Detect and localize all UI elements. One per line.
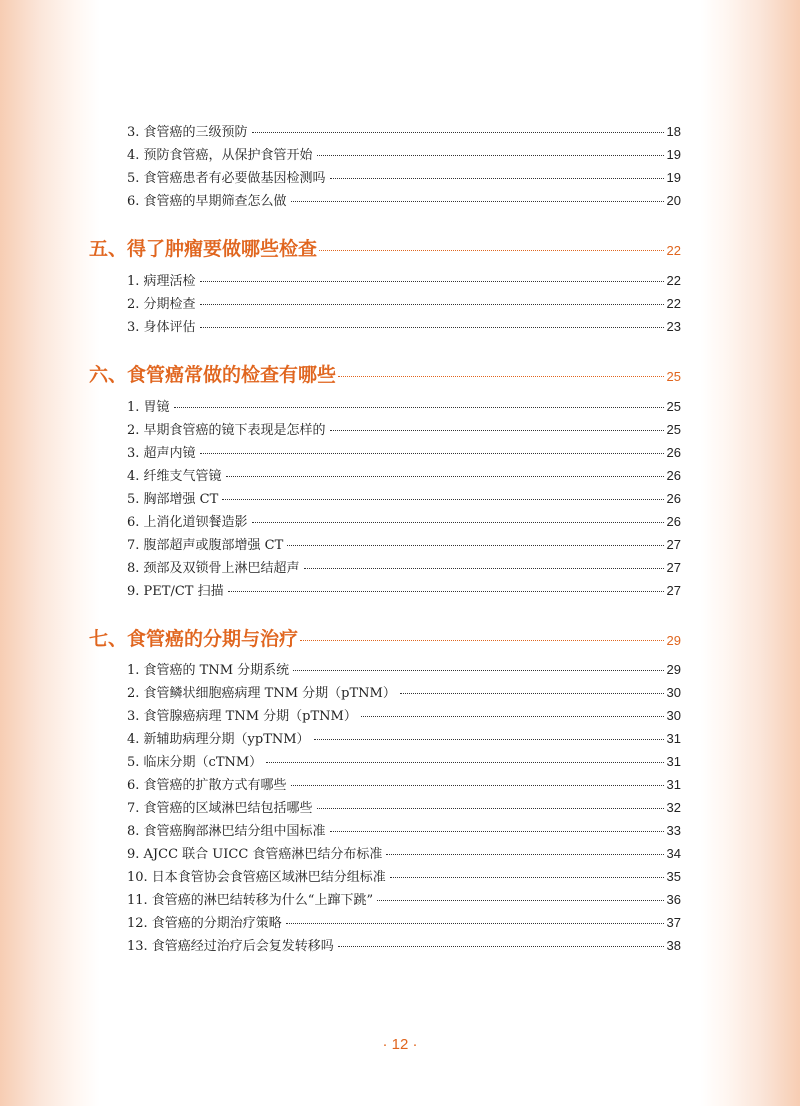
toc-entry-title: 5. 临床分期（cTNM）: [127, 755, 263, 770]
dot-leader: [400, 693, 664, 694]
dot-leader: [200, 453, 664, 454]
toc-entry[interactable]: [127, 661, 681, 678]
page-number: · 12 ·: [382, 1036, 418, 1053]
dot-leader: [286, 923, 664, 924]
dot-leader: [338, 946, 664, 947]
toc-entry[interactable]: [127, 891, 681, 908]
toc-page-ref: 33: [666, 823, 681, 838]
toc-page-ref: 26: [666, 514, 681, 529]
toc-page-ref: 29: [666, 662, 681, 677]
toc-entry-title: 8. 食管癌胸部淋巴结分组中国标准: [127, 824, 326, 839]
toc-entry[interactable]: [127, 272, 681, 289]
toc-entry-title: 1. 食管癌的 TNM 分期系统: [127, 663, 290, 678]
toc-page-ref: 38: [666, 938, 681, 953]
dot-leader: [293, 670, 663, 671]
toc-page-ref: 27: [666, 560, 681, 575]
toc-entry-title: 2. 早期食管癌的镜下表现是怎样的: [127, 423, 326, 438]
toc-entry-title: 8. 颈部及双锁骨上淋巴结超声: [127, 561, 300, 576]
toc-page-ref: 35: [666, 869, 681, 884]
dot-leader: [386, 854, 663, 855]
toc-entry[interactable]: [127, 845, 681, 862]
toc-entry[interactable]: [127, 684, 681, 701]
toc-entry-title: 七、食管癌的分期与治疗: [89, 628, 299, 650]
toc-entry[interactable]: [127, 169, 681, 186]
toc-entry-title: 6. 食管癌的扩散方式有哪些: [127, 778, 287, 793]
toc-page-ref: 29: [666, 633, 681, 648]
toc-entry-title: 9. PET/CT 扫描: [127, 584, 224, 599]
toc-entry-title: 五、得了肿瘤要做哪些检查: [89, 238, 318, 260]
toc-entry-title: 7. 腹部超声或腹部增强 CT: [127, 538, 284, 553]
toc-page-ref: 19: [666, 147, 681, 162]
toc-entry-title: 12. 食管癌的分期治疗策略: [127, 916, 282, 931]
dot-leader: [330, 831, 664, 832]
toc-entry[interactable]: [127, 467, 681, 484]
toc-entry-title: 4. 纤维支气管镜: [127, 469, 222, 484]
toc-entry[interactable]: [127, 490, 681, 507]
dot-leader: [200, 304, 664, 305]
toc-entry[interactable]: [127, 295, 681, 312]
toc-entry-title: 六、食管癌常做的检查有哪些: [89, 364, 337, 386]
toc-entry-title: 1. 病理活检: [127, 274, 196, 289]
dot-leader: [330, 178, 664, 179]
dot-leader: [377, 900, 663, 901]
toc-entry-title: 4. 新辅助病理分期（ypTNM）: [127, 732, 310, 747]
toc-page-ref: 19: [666, 170, 681, 185]
dot-leader: [226, 476, 664, 477]
toc-page-ref: 30: [666, 685, 681, 700]
toc-entry-title: 3. 身体评估: [127, 320, 196, 335]
toc-section-heading[interactable]: [89, 626, 681, 652]
dot-leader: [252, 522, 664, 523]
toc-page-ref: 22: [666, 273, 681, 288]
toc-entry-title: 5. 食管癌患者有必要做基因检测吗: [127, 171, 326, 186]
dot-leader: [317, 155, 664, 156]
toc-page-ref: 22: [666, 243, 681, 258]
toc-entry-title: 4. 预防食管癌，从保护食管开始: [127, 148, 313, 163]
toc-page-ref: 26: [666, 445, 681, 460]
dot-leader: [291, 201, 664, 202]
toc-entry[interactable]: [127, 937, 681, 954]
dot-leader: [266, 762, 663, 763]
toc-page-ref: 37: [666, 915, 681, 930]
toc-page-ref: 27: [666, 537, 681, 552]
toc-entry[interactable]: [127, 776, 681, 793]
toc-page-ref: 31: [666, 777, 681, 792]
toc-entry[interactable]: [127, 444, 681, 461]
toc-entry[interactable]: [127, 799, 681, 816]
toc-entry-title: 10. 日本食管协会食管癌区域淋巴结分组标准: [127, 870, 386, 885]
toc-entry[interactable]: [127, 398, 681, 415]
toc-entry[interactable]: [127, 582, 681, 599]
dot-leader: [287, 545, 663, 546]
dot-leader: [390, 877, 664, 878]
toc-entry[interactable]: [127, 536, 681, 553]
dot-leader: [317, 808, 664, 809]
toc-entry[interactable]: [127, 192, 681, 209]
dot-leader: [200, 281, 664, 282]
toc-page-ref: 18: [666, 124, 681, 139]
toc-page-ref: 34: [666, 846, 681, 861]
toc-section-heading[interactable]: [89, 362, 681, 388]
toc-entry-title: 5. 胸部增强 CT: [127, 492, 219, 507]
dot-leader: [338, 376, 664, 377]
toc-entry-title: 13. 食管癌经过治疗后会复发转移吗: [127, 939, 334, 954]
dot-leader: [314, 739, 664, 740]
toc-page-ref: 27: [666, 583, 681, 598]
dot-leader: [222, 499, 663, 500]
toc-page-ref: 25: [666, 369, 681, 384]
dot-leader: [228, 591, 664, 592]
toc-page-ref: 32: [666, 800, 681, 815]
toc-page-ref: 25: [666, 422, 681, 437]
toc-page-ref: 26: [666, 491, 681, 506]
toc-page-ref: 22: [666, 296, 681, 311]
toc-page-ref: 30: [666, 708, 681, 723]
toc-entry-title: 6. 食管癌的早期筛查怎么做: [127, 194, 287, 209]
dot-leader: [291, 785, 664, 786]
dot-leader: [361, 716, 664, 717]
toc-entry-title: 3. 食管癌的三级预防: [127, 125, 248, 140]
toc-entry-title: 3. 食管腺癌病理 TNM 分期（pTNM）: [127, 709, 357, 724]
dot-leader: [304, 568, 664, 569]
toc-entry-title: 7. 食管癌的区域淋巴结包括哪些: [127, 801, 313, 816]
toc-entry[interactable]: [127, 318, 681, 335]
toc-entry[interactable]: [127, 123, 681, 140]
toc-entry-title: 2. 分期检查: [127, 297, 196, 312]
toc-entry[interactable]: [127, 822, 681, 839]
toc-entry[interactable]: [127, 753, 681, 770]
toc-entry-title: 2. 食管鳞状细胞癌病理 TNM 分期（pTNM）: [127, 686, 396, 701]
toc-page-ref: 25: [666, 399, 681, 414]
toc-entry-title: 6. 上消化道钡餐造影: [127, 515, 248, 530]
toc-entry[interactable]: [127, 146, 681, 163]
dot-leader: [300, 640, 664, 641]
toc-entry[interactable]: [127, 868, 681, 885]
toc-entry[interactable]: [127, 559, 681, 576]
toc-page-ref: 36: [666, 892, 681, 907]
toc-page-ref: 26: [666, 468, 681, 483]
toc-entry-title: 11. 食管癌的淋巴结转移为什么“上蹿下跳”: [127, 893, 374, 908]
toc-entry[interactable]: [127, 513, 681, 530]
toc-entry[interactable]: [127, 730, 681, 747]
dot-leader: [174, 407, 664, 408]
toc-section-heading[interactable]: [89, 236, 681, 262]
toc-entry-title: 3. 超声内镜: [127, 446, 196, 461]
dot-leader: [200, 327, 664, 328]
toc-page-ref: 20: [666, 193, 681, 208]
toc-page-ref: 31: [666, 731, 681, 746]
toc-entry[interactable]: [127, 914, 681, 931]
dot-leader: [252, 132, 664, 133]
toc-page-ref: 31: [666, 754, 681, 769]
toc-entry[interactable]: [127, 421, 681, 438]
toc-entry[interactable]: [127, 707, 681, 724]
toc-entry-title: 1. 胃镜: [127, 400, 170, 415]
dot-leader: [330, 430, 664, 431]
toc-entry-title: 9. AJCC 联合 UICC 食管癌淋巴结分布标准: [127, 847, 383, 862]
dot-leader: [319, 250, 664, 251]
toc-page-ref: 23: [666, 319, 681, 334]
